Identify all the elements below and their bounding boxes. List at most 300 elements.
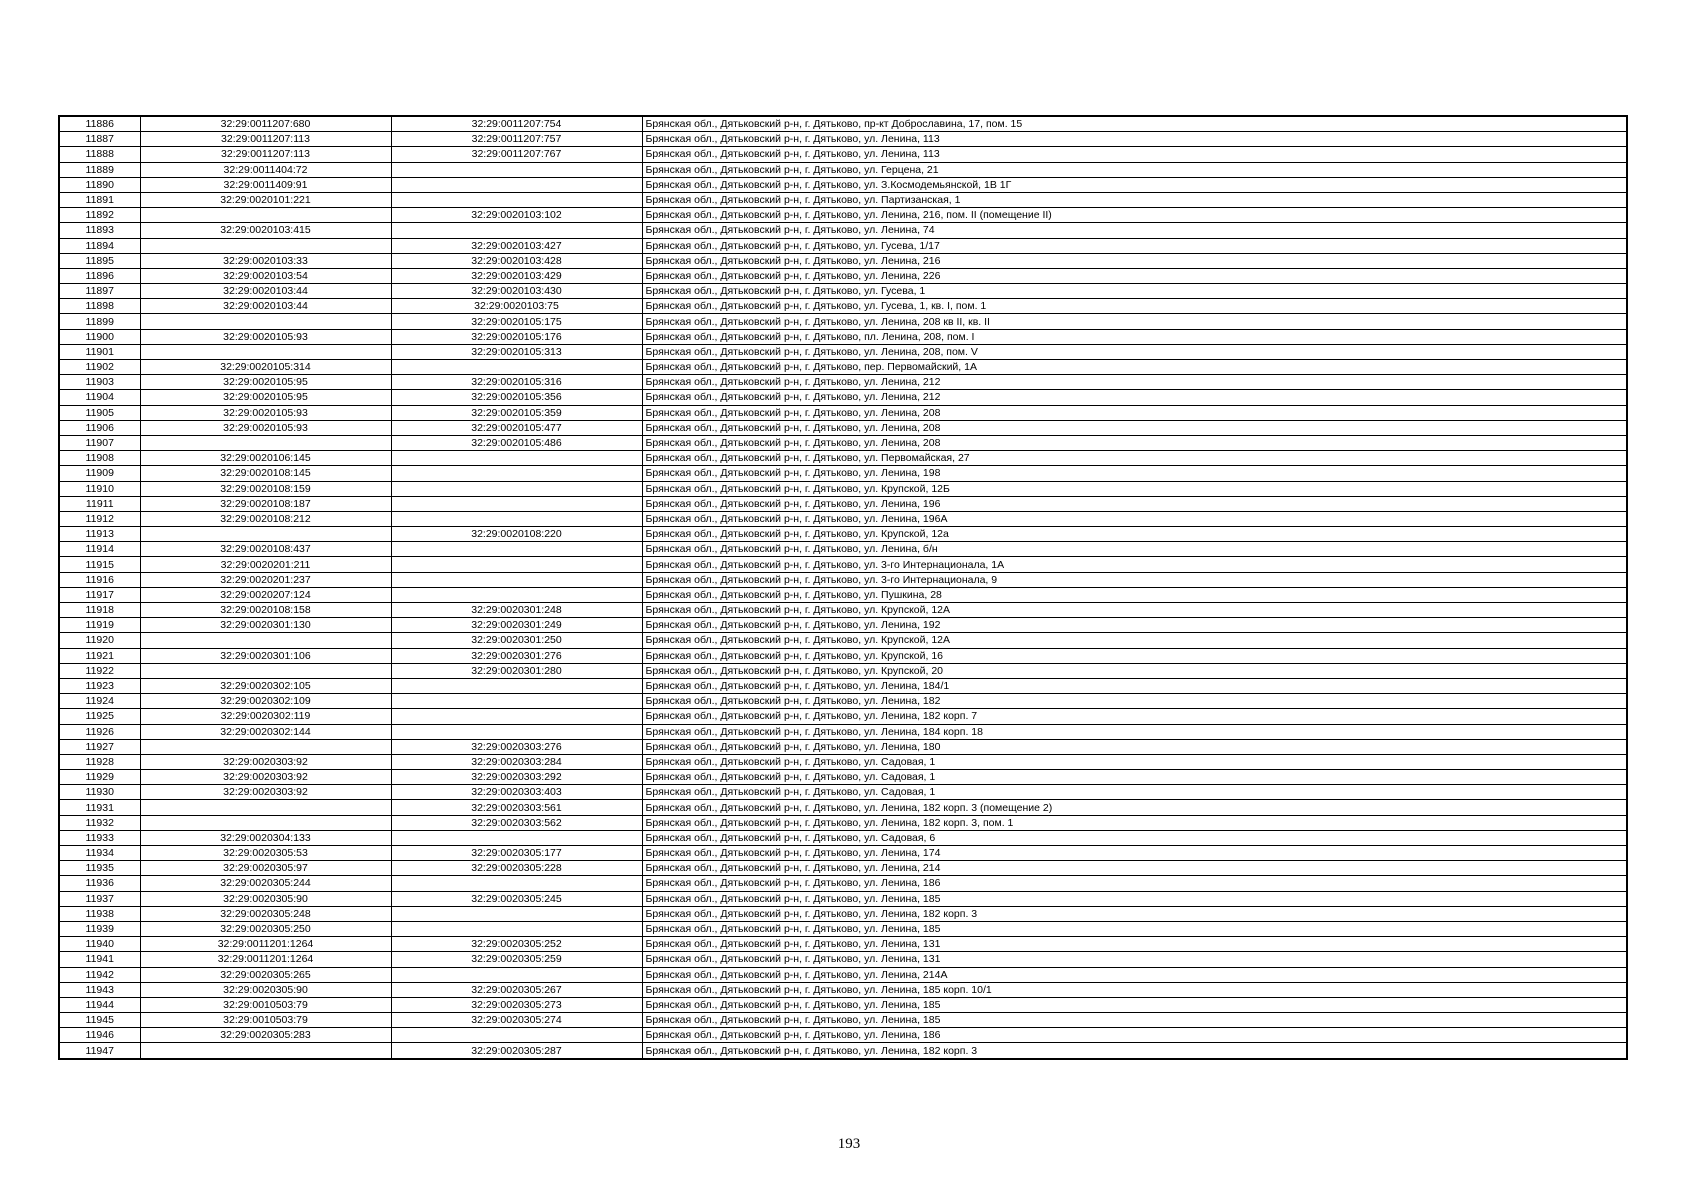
object-cadastral-number-cell <box>391 162 642 177</box>
address-street: ул. Ленина, 186 <box>864 1029 941 1042</box>
row-number-cell: 11942 <box>59 967 140 982</box>
address-street: ул. Ленина, 185 корп. 10/1 <box>864 983 992 996</box>
object-cadastral-number-cell: 32:29:0020105:313 <box>391 344 642 359</box>
address-street: ул. Гусева, 1 <box>864 285 926 298</box>
object-cadastral-number-cell <box>391 451 642 466</box>
row-number-cell: 11901 <box>59 344 140 359</box>
row-number-cell: 11902 <box>59 360 140 375</box>
cadastral-number-cell: 32:29:0020302:105 <box>140 678 391 693</box>
cadastral-number-cell: 32:29:0020305:250 <box>140 921 391 936</box>
row-number-cell: 11939 <box>59 921 140 936</box>
address-cell <box>642 603 1627 618</box>
cadastral-number-cell: 32:29:0020302:109 <box>140 694 391 709</box>
table-row <box>59 891 1627 906</box>
row-number-cell: 11946 <box>59 1028 140 1043</box>
row-number-cell: 11898 <box>59 299 140 314</box>
address-street: ул. Ленина, 208 <box>864 437 941 450</box>
address-prefix: Брянская обл., Дятьковский р-н, г. Дятьково, <box>645 725 865 738</box>
object-cadastral-number-cell: 32:29:0020103:428 <box>391 253 642 268</box>
object-cadastral-number-cell <box>391 572 642 587</box>
cadastral-number-cell: 32:29:0020105:93 <box>140 405 391 420</box>
cadastral-number-cell: 32:29:0020303:92 <box>140 770 391 785</box>
address-cell <box>642 1013 1627 1028</box>
cadastral-number-cell: 32:29:0020103:54 <box>140 268 391 283</box>
address-cell <box>642 633 1627 648</box>
row-number-cell: 11905 <box>59 405 140 420</box>
row-number-cell: 11931 <box>59 800 140 815</box>
row-number-cell: 11933 <box>59 830 140 845</box>
table-row <box>59 451 1627 466</box>
object-cadastral-number-cell <box>391 724 642 739</box>
object-cadastral-number-cell <box>391 192 642 207</box>
row-number-cell: 11907 <box>59 435 140 450</box>
address-cell <box>642 921 1627 936</box>
address-cell <box>642 572 1627 587</box>
address-prefix: Брянская обл., Дятьковский р-н, г. Дятьково, <box>645 148 865 161</box>
address-prefix: Брянская обл., Дятьковский р-н, г. Дятьково, <box>645 998 865 1011</box>
row-number-cell: 11911 <box>59 496 140 511</box>
address-street: ул. Ленина, 185 <box>864 1014 941 1027</box>
object-cadastral-number-cell: 32:29:0020305:252 <box>391 937 642 952</box>
object-cadastral-number-cell: 32:29:0020301:250 <box>391 633 642 648</box>
cadastral-number-cell: 32:29:0020305:90 <box>140 891 391 906</box>
address-cell <box>642 830 1627 845</box>
object-cadastral-number-cell: 32:29:0020103:427 <box>391 238 642 253</box>
address-street: ул. Ленина, 185 <box>864 892 941 905</box>
row-number-cell: 11913 <box>59 527 140 542</box>
table-row <box>59 420 1627 435</box>
address-cell <box>642 815 1627 830</box>
cadastral-number-cell: 32:29:0020304:133 <box>140 830 391 845</box>
address-cell <box>642 268 1627 283</box>
row-number-cell: 11895 <box>59 253 140 268</box>
address-street: ул. Пушкина, 28 <box>864 588 942 601</box>
row-number-cell: 11916 <box>59 572 140 587</box>
table-row <box>59 557 1627 572</box>
address-prefix: Брянская обл., Дятьковский р-н, г. Дятьково, <box>645 239 865 252</box>
address-cell <box>642 375 1627 390</box>
object-cadastral-number-cell <box>391 360 642 375</box>
address-prefix: Брянская обл., Дятьковский р-н, г. Дятьково, <box>645 923 865 936</box>
table-row <box>59 466 1627 481</box>
address-street: ул. Ленина, 182 корп. 3 (помещение 2) <box>864 801 1053 814</box>
table-row <box>59 633 1627 648</box>
table-row <box>59 937 1627 952</box>
object-cadastral-number-cell: 32:29:0020301:248 <box>391 603 642 618</box>
object-cadastral-number-cell <box>391 906 642 921</box>
row-number-cell: 11904 <box>59 390 140 405</box>
table-row <box>59 344 1627 359</box>
address-street: ул. Ленина, 214А <box>864 968 948 981</box>
address-prefix: Брянская обл., Дятьковский р-н, г. Дятьково, <box>645 437 865 450</box>
address-prefix: Брянская обл., Дятьковский р-н, г. Дятьково, <box>645 953 865 966</box>
address-street: ул. Ленина, 212 <box>864 376 941 389</box>
table-row <box>59 299 1627 314</box>
address-cell <box>642 192 1627 207</box>
table-row <box>59 1028 1627 1043</box>
object-cadastral-number-cell <box>391 1028 642 1043</box>
cadastral-number-cell <box>140 739 391 754</box>
address-street: ул. Ленина, 182 корп. 3 <box>864 1044 978 1057</box>
object-cadastral-number-cell: 32:29:0011207:757 <box>391 132 642 147</box>
cadastral-number-cell: 32:29:0020105:93 <box>140 420 391 435</box>
object-cadastral-number-cell: 32:29:0020105:486 <box>391 435 642 450</box>
address-cell <box>642 876 1627 891</box>
object-cadastral-number-cell: 32:29:0020303:561 <box>391 800 642 815</box>
address-prefix: Брянская обл., Дятьковский р-н, г. Дятьково, <box>645 1029 865 1042</box>
address-prefix: Брянская обл., Дятьковский р-н, г. Дятьково, <box>645 452 865 465</box>
address-street: ул. Ленина, 216 <box>864 254 941 267</box>
object-cadastral-number-cell <box>391 587 642 602</box>
table-row <box>59 390 1627 405</box>
cadastral-number-cell: 32:29:0020305:244 <box>140 876 391 891</box>
row-number-cell: 11935 <box>59 861 140 876</box>
address-cell <box>642 162 1627 177</box>
address-prefix: Брянская обл., Дятьковский р-н, г. Дятьково, <box>645 163 865 176</box>
table-row <box>59 587 1627 602</box>
address-prefix: Брянская обл., Дятьковский р-н, г. Дятьково, <box>645 194 865 207</box>
address-cell <box>642 997 1627 1012</box>
address-street: ул. Ленина, 208 <box>864 406 941 419</box>
address-prefix: Брянская обл., Дятьковский р-н, г. Дятьково, <box>645 1044 865 1057</box>
address-cell <box>642 208 1627 223</box>
address-prefix: Брянская обл., Дятьковский р-н, г. Дятьково, <box>645 588 865 601</box>
row-number-cell: 11909 <box>59 466 140 481</box>
table-row <box>59 177 1627 192</box>
cadastral-number-cell: 32:29:0020302:119 <box>140 709 391 724</box>
address-prefix: Брянская обл., Дятьковский р-н, г. Дятьково, <box>645 740 865 753</box>
address-prefix: Брянская обл., Дятьковский р-н, г. Дятьково, <box>645 771 865 784</box>
page-number: 193 <box>837 1136 861 1152</box>
object-cadastral-number-cell: 32:29:0020303:292 <box>391 770 642 785</box>
table-row <box>59 603 1627 618</box>
object-cadastral-number-cell: 32:29:0020301:280 <box>391 663 642 678</box>
object-cadastral-number-cell <box>391 876 642 891</box>
cadastral-number-cell: 32:29:0020302:144 <box>140 724 391 739</box>
cadastral-number-cell: 32:29:0011207:113 <box>140 132 391 147</box>
address-street: ул. Ленина, 184 корп. 18 <box>864 725 983 738</box>
address-cell <box>642 223 1627 238</box>
address-prefix: Брянская обл., Дятьковский р-н, г. Дятьково, <box>645 892 865 905</box>
cadastral-number-cell: 32:29:0020105:95 <box>140 375 391 390</box>
address-prefix: Брянская обл., Дятьковский р-н, г. Дятьково, <box>645 1014 865 1027</box>
object-cadastral-number-cell: 32:29:0020108:220 <box>391 527 642 542</box>
cadastral-number-cell: 32:29:0020305:97 <box>140 861 391 876</box>
address-street: ул. Ленина, 180 <box>864 740 941 753</box>
row-number-cell: 11896 <box>59 268 140 283</box>
cadastral-number-cell: 32:29:0011207:113 <box>140 147 391 162</box>
address-cell <box>642 466 1627 481</box>
table-row <box>59 192 1627 207</box>
cadastral-number-cell: 32:29:0020305:53 <box>140 846 391 861</box>
address-street: ул. Ленина, 182 корп. 3, пом. 1 <box>864 816 1014 829</box>
address-cell <box>642 132 1627 147</box>
table-row <box>59 542 1627 557</box>
address-street: ул. Крупской, 12а <box>864 528 949 541</box>
address-prefix: Брянская обл., Дятьковский р-н, г. Дятьково, <box>645 983 865 996</box>
cadastral-number-cell <box>140 238 391 253</box>
object-cadastral-number-cell: 32:29:0020103:429 <box>391 268 642 283</box>
table-row <box>59 375 1627 390</box>
address-cell <box>642 542 1627 557</box>
cadastral-number-cell <box>140 1043 391 1059</box>
table-row <box>59 694 1627 709</box>
address-cell <box>642 511 1627 526</box>
row-number-cell: 11906 <box>59 420 140 435</box>
row-number-cell: 11934 <box>59 846 140 861</box>
address-street: ул. Ленина, 113 <box>864 148 940 161</box>
table-row <box>59 405 1627 420</box>
address-prefix: Брянская обл., Дятьковский р-н, г. Дятьково, <box>645 649 865 662</box>
cadastral-number-cell: 32:29:0020305:283 <box>140 1028 391 1043</box>
address-street: ул. Гусева, 1, кв. I, пом. 1 <box>864 300 987 313</box>
address-prefix: Брянская обл., Дятьковский р-н, г. Дятьково, <box>645 118 865 131</box>
address-street: ул. Ленина, 196А <box>864 512 948 525</box>
table-row <box>59 268 1627 283</box>
registry-table-body <box>59 116 1627 1059</box>
object-cadastral-number-cell: 32:29:0011207:767 <box>391 147 642 162</box>
address-prefix: Брянская обл., Дятьковский р-н, г. Дятьково, <box>645 847 865 860</box>
object-cadastral-number-cell <box>391 678 642 693</box>
object-cadastral-number-cell <box>391 496 642 511</box>
row-number-cell: 11928 <box>59 754 140 769</box>
address-street: пер. Первомайский, 1А <box>864 361 977 374</box>
row-number-cell: 11903 <box>59 375 140 390</box>
object-cadastral-number-cell: 32:29:0020105:359 <box>391 405 642 420</box>
address-prefix: Брянская обл., Дятьковский р-н, г. Дятьково, <box>645 801 865 814</box>
address-prefix: Брянская обл., Дятьковский р-н, г. Дятьково, <box>645 330 865 343</box>
cadastral-number-cell: 32:29:0020103:415 <box>140 223 391 238</box>
table-row <box>59 754 1627 769</box>
row-number-cell: 11941 <box>59 952 140 967</box>
table-row <box>59 253 1627 268</box>
address-street: ул. Ленина, 74 <box>864 224 935 237</box>
object-cadastral-number-cell: 32:29:0020303:276 <box>391 739 642 754</box>
row-number-cell: 11908 <box>59 451 140 466</box>
address-prefix: Брянская обл., Дятьковский р-н, г. Дятьково, <box>645 482 865 495</box>
table-row <box>59 435 1627 450</box>
object-cadastral-number-cell <box>391 481 642 496</box>
cadastral-number-cell: 32:29:0020201:237 <box>140 572 391 587</box>
cadastral-number-cell: 32:29:0020103:44 <box>140 299 391 314</box>
address-prefix: Брянская обл., Дятьковский р-н, г. Дятьково, <box>645 133 865 146</box>
row-number-cell: 11921 <box>59 648 140 663</box>
address-street: ул. Ленина, 182 корп. 3 <box>864 907 978 920</box>
address-prefix: Брянская обл., Дятьковский р-н, г. Дятьково, <box>645 528 865 541</box>
address-prefix: Брянская обл., Дятьковский р-н, г. Дятьково, <box>645 862 865 875</box>
object-cadastral-number-cell <box>391 694 642 709</box>
cadastral-number-cell: 32:29:0020108:187 <box>140 496 391 511</box>
cadastral-number-cell: 32:29:0020301:130 <box>140 618 391 633</box>
cadastral-number-cell: 32:29:0020108:159 <box>140 481 391 496</box>
row-number-cell: 11889 <box>59 162 140 177</box>
row-number-cell: 11937 <box>59 891 140 906</box>
address-street: ул. Ленина, 131 <box>864 953 941 966</box>
address-street: ул. 3-го Интернационала, 1А <box>864 558 1005 571</box>
table-row <box>59 1043 1627 1059</box>
address-street: ул. Ленина, 182 корп. 7 <box>864 710 978 723</box>
cadastral-number-cell <box>140 314 391 329</box>
object-cadastral-number-cell <box>391 967 642 982</box>
address-street: пр-кт Доброславина, 17, пом. 15 <box>864 118 1023 131</box>
object-cadastral-number-cell: 32:29:0020105:356 <box>391 390 642 405</box>
cadastral-number-cell: 32:29:0011207:680 <box>140 116 391 132</box>
address-street: ул. Ленина, 186 <box>864 877 941 890</box>
address-street: ул. Крупской, 12А <box>864 634 951 647</box>
address-prefix: Брянская обл., Дятьковский р-н, г. Дятьково, <box>645 269 865 282</box>
address-cell <box>642 770 1627 785</box>
object-cadastral-number-cell <box>391 223 642 238</box>
object-cadastral-number-cell <box>391 921 642 936</box>
address-prefix: Брянская обл., Дятьковский р-н, г. Дятьково, <box>645 831 865 844</box>
address-street: ул. 3-го Интернационала, 9 <box>864 573 998 586</box>
row-number-cell: 11923 <box>59 678 140 693</box>
address-prefix: Брянская обл., Дятьковский р-н, г. Дятьково, <box>645 968 865 981</box>
row-number-cell: 11925 <box>59 709 140 724</box>
address-cell <box>642 1043 1627 1059</box>
row-number-cell: 11932 <box>59 815 140 830</box>
address-cell <box>642 891 1627 906</box>
address-cell <box>642 785 1627 800</box>
address-street: ул. Ленина, 214 <box>864 862 941 875</box>
cadastral-number-cell: 32:29:0011201:1264 <box>140 937 391 952</box>
address-cell <box>642 360 1627 375</box>
cadastral-number-cell: 32:29:0011409:91 <box>140 177 391 192</box>
address-prefix: Брянская обл., Дятьковский р-н, г. Дятьково, <box>645 361 865 374</box>
address-prefix: Брянская обл., Дятьковский р-н, г. Дятьково, <box>645 376 865 389</box>
address-cell <box>642 177 1627 192</box>
object-cadastral-number-cell <box>391 830 642 845</box>
object-cadastral-number-cell: 32:29:0020305:228 <box>391 861 642 876</box>
address-prefix: Брянская обл., Дятьковский р-н, г. Дятьково, <box>645 345 865 358</box>
address-street: ул. Крупской, 12Б <box>864 482 950 495</box>
cadastral-number-cell <box>140 815 391 830</box>
cadastral-number-cell: 32:29:0020201:211 <box>140 557 391 572</box>
address-cell <box>642 663 1627 678</box>
object-cadastral-number-cell: 32:29:0020105:316 <box>391 375 642 390</box>
address-street: ул. Ленина, 208 <box>864 421 941 434</box>
address-cell <box>642 451 1627 466</box>
address-cell <box>642 314 1627 329</box>
address-cell <box>642 1028 1627 1043</box>
address-cell <box>642 800 1627 815</box>
object-cadastral-number-cell: 32:29:0020305:267 <box>391 982 642 997</box>
address-prefix: Брянская обл., Дятьковский р-н, г. Дятьково, <box>645 710 865 723</box>
table-row <box>59 162 1627 177</box>
cadastral-number-cell <box>140 344 391 359</box>
address-cell <box>642 253 1627 268</box>
cadastral-number-cell: 32:29:0020303:92 <box>140 754 391 769</box>
row-number-cell: 11899 <box>59 314 140 329</box>
table-row <box>59 238 1627 253</box>
object-cadastral-number-cell <box>391 542 642 557</box>
address-prefix: Брянская обл., Дятьковский р-н, г. Дятьково, <box>645 421 865 434</box>
object-cadastral-number-cell: 32:29:0020305:177 <box>391 846 642 861</box>
table-row <box>59 663 1627 678</box>
row-number-cell: 11893 <box>59 223 140 238</box>
address-cell <box>642 284 1627 299</box>
address-prefix: Брянская обл., Дятьковский р-н, г. Дятьково, <box>645 907 865 920</box>
address-prefix: Брянская обл., Дятьковский р-н, г. Дятьково, <box>645 664 865 677</box>
address-street: ул. Ленина, 208, пом. V <box>864 345 978 358</box>
table-row <box>59 997 1627 1012</box>
row-number-cell: 11917 <box>59 587 140 602</box>
address-street: ул. Ленина, 185 <box>864 998 941 1011</box>
table-row <box>59 329 1627 344</box>
table-row <box>59 724 1627 739</box>
address-street: ул. Ленина, 174 <box>864 847 941 860</box>
address-cell <box>642 754 1627 769</box>
object-cadastral-number-cell <box>391 557 642 572</box>
row-number-cell: 11947 <box>59 1043 140 1059</box>
table-row <box>59 116 1627 132</box>
address-prefix: Брянская обл., Дятьковский р-н, г. Дятьково, <box>645 786 865 799</box>
cadastral-number-cell: 32:29:0020305:90 <box>140 982 391 997</box>
address-cell <box>642 724 1627 739</box>
address-street: ул. Ленина, 212 <box>864 391 941 404</box>
address-street: ул. Ленина, 216, пом. II (помещение II) <box>864 209 1052 222</box>
row-number-cell: 11914 <box>59 542 140 557</box>
address-cell <box>642 390 1627 405</box>
cadastral-number-cell: 32:29:0020105:93 <box>140 329 391 344</box>
address-cell <box>642 906 1627 921</box>
address-street: ул. Садовая, 1 <box>864 755 936 768</box>
address-street: ул. Партизанская, 1 <box>864 194 961 207</box>
row-number-cell: 11920 <box>59 633 140 648</box>
address-prefix: Брянская обл., Дятьковский р-н, г. Дятьково, <box>645 543 865 556</box>
address-prefix: Брянская обл., Дятьковский р-н, г. Дятьково, <box>645 209 865 222</box>
row-number-cell: 11887 <box>59 132 140 147</box>
table-row <box>59 785 1627 800</box>
address-cell <box>642 861 1627 876</box>
table-row <box>59 618 1627 633</box>
address-prefix: Брянская обл., Дятьковский р-н, г. Дятьково, <box>645 604 865 617</box>
table-row <box>59 982 1627 997</box>
object-cadastral-number-cell <box>391 709 642 724</box>
address-cell <box>642 147 1627 162</box>
address-street: пл. Ленина, 208, пом. I <box>864 330 975 343</box>
row-number-cell: 11897 <box>59 284 140 299</box>
address-cell <box>642 527 1627 542</box>
address-prefix: Брянская обл., Дятьковский р-н, г. Дятьково, <box>645 938 865 951</box>
address-cell <box>642 982 1627 997</box>
row-number-cell: 11915 <box>59 557 140 572</box>
table-row <box>59 906 1627 921</box>
cadastral-number-cell: 32:29:0020105:314 <box>140 360 391 375</box>
table-row <box>59 572 1627 587</box>
cadastral-number-cell: 32:29:0020108:437 <box>140 542 391 557</box>
address-street: ул. Ленина, 198 <box>864 467 941 480</box>
address-street: ул. Садовая, 1 <box>864 786 936 799</box>
address-cell <box>642 678 1627 693</box>
address-cell <box>642 238 1627 253</box>
cadastral-number-cell: 32:29:0020108:212 <box>140 511 391 526</box>
address-cell <box>642 329 1627 344</box>
table-row <box>59 481 1627 496</box>
cadastral-number-cell: 32:29:0010503:79 <box>140 997 391 1012</box>
cadastral-number-cell: 32:29:0020106:145 <box>140 451 391 466</box>
object-cadastral-number-cell: 32:29:0020301:249 <box>391 618 642 633</box>
row-number-cell: 11891 <box>59 192 140 207</box>
cadastral-number-cell: 32:29:0020303:92 <box>140 785 391 800</box>
cadastral-number-cell: 32:29:0020101:221 <box>140 192 391 207</box>
object-cadastral-number-cell: 32:29:0020305:273 <box>391 997 642 1012</box>
object-cadastral-number-cell: 32:29:0020303:562 <box>391 815 642 830</box>
cadastral-number-cell: 32:29:0010503:79 <box>140 1013 391 1028</box>
address-prefix: Брянская обл., Дятьковский р-н, г. Дятьково, <box>645 467 865 480</box>
address-cell <box>642 648 1627 663</box>
object-cadastral-number-cell <box>391 466 642 481</box>
